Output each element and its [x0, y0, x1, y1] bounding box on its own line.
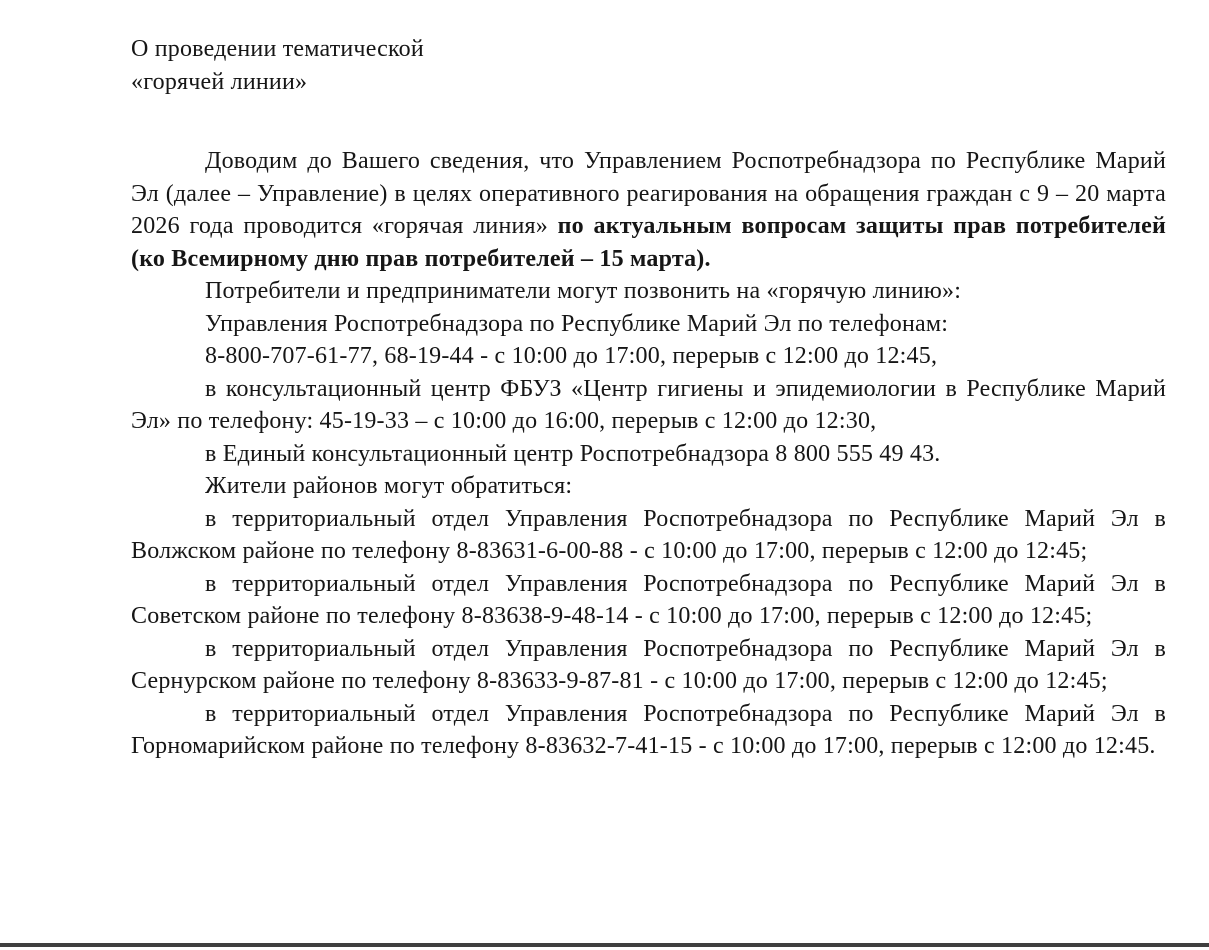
paragraph-run: в консультационный центр ФБУЗ «Центр гигиены и эпидемиологии в Республике Марий Эл» по телефону: 45-19-33 – с 10:00 до 16:00, перерыв с 12:00 до 12:30, [131, 375, 1166, 434]
paragraph [131, 568, 1166, 633]
paragraph-run-bold: по актуальным вопросам защиты прав потребителей (ко Всемирному дню прав потребителей – 15 марта). [131, 213, 1167, 272]
paragraph [131, 503, 1166, 568]
paragraph [131, 698, 1166, 763]
paragraph-run: 8-800-707-61-77, 68-19-44 - с 10:00 до 17:00, перерыв с 12:00 до 12:45, [205, 343, 938, 369]
paragraph-run: в территориальный отдел Управления Роспотребнадзора по Республике Марий Эл в Советском районе по телефону 8-83638-9-48-14 - с 10:00 до 17:00, перерыв с 12:00 до 12:45; [131, 570, 1166, 629]
document-title-line-2: «горячей линии» [131, 69, 308, 95]
paragraph-run: Потребители и предприниматели могут позвонить на «горячую линию»: [205, 278, 962, 304]
paragraph-run: Жители районов могут обратиться: [205, 473, 573, 499]
paragraph [131, 633, 1166, 698]
paragraph [131, 470, 1166, 503]
paragraph-run: Управления Роспотребнадзора по Республике Марий Эл по телефонам: [205, 310, 949, 337]
paragraph [131, 438, 1166, 471]
paragraph-run: в Единый консультационный центр Роспотребнадзора 8 800 555 49 43. [205, 440, 941, 467]
document-body [131, 145, 1166, 763]
document-content [131, 33, 1166, 763]
paragraph-run: в территориальный отдел Управления Роспотребнадзора по Республике Марий Эл в Горномарийском районе по телефону 8-83632-7-41-15 - с 10:00 до 17:00, перерыв с 12:00 до 12:45. [131, 700, 1166, 759]
paragraph-run: Доводим до Вашего сведения, что Управлением Роспотребнадзора по Республике Марий Эл (далее – Управление) в целях оперативного реагирования на обращения граждан с 9 – 20 марта 2026 года проводится «горячая линия» [131, 148, 1166, 239]
document-title [131, 33, 1166, 99]
paragraph-run: в территориальный отдел Управления Роспотребнадзора по Республике Марий Эл в Волжском районе по телефону 8-83631-6-00-88 - с 10:00 до 17:00, перерыв с 12:00 до 12:45; [131, 505, 1166, 564]
page-bottom-border [0, 943, 1209, 947]
paragraph [131, 275, 1166, 308]
document-title-line-1: О проведении тематической [131, 36, 424, 62]
paragraph [131, 373, 1166, 438]
paragraph-run: в территориальный отдел Управления Роспотребнадзора по Республике Марий Эл в Сернурском районе по телефону 8-83633-9-87-81 - с 10:00 до 17:00, перерыв с 12:00 до 12:45; [131, 635, 1166, 694]
paragraph [131, 340, 1166, 373]
paragraph [131, 145, 1166, 275]
paragraph [131, 308, 1166, 341]
